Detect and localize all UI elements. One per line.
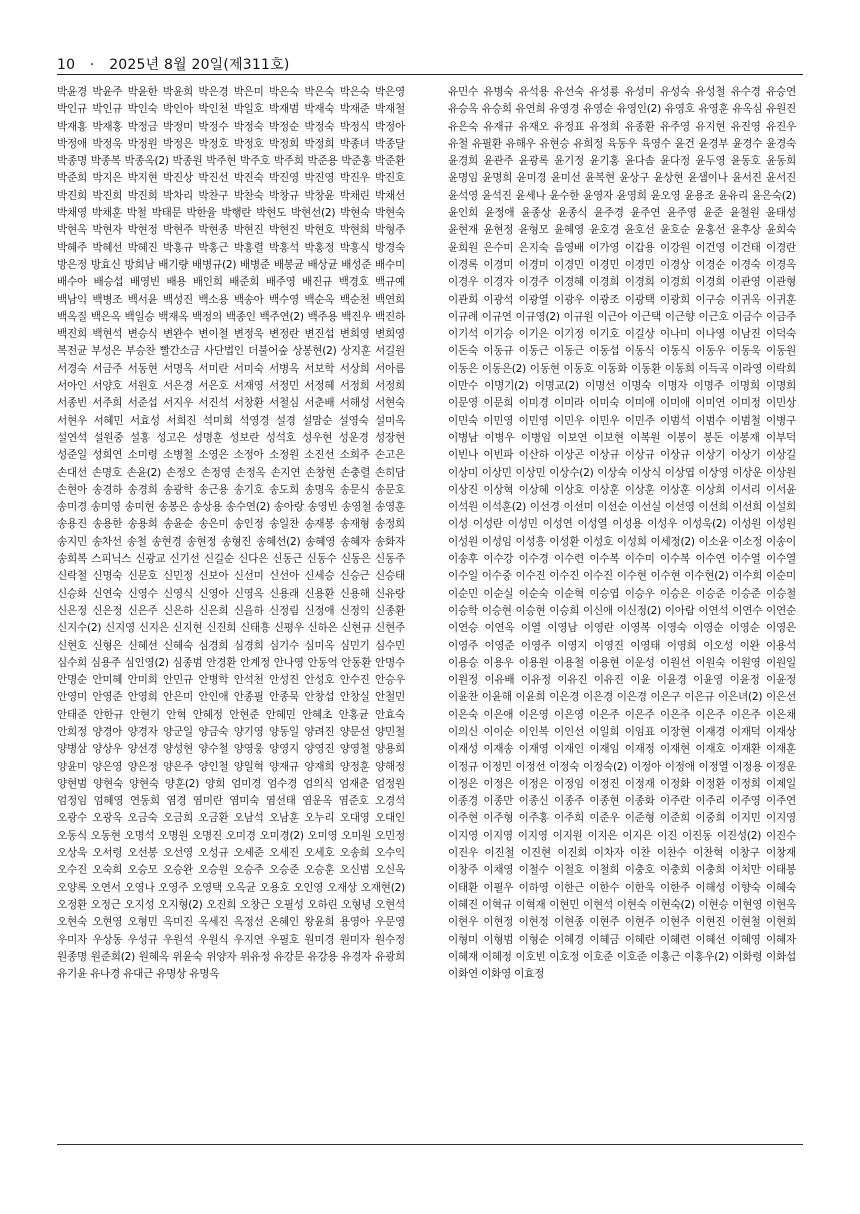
footer-rule (57, 1144, 803, 1145)
name-list-right-column: 유민수 유병숙 유석용 유선숙 유성룡 유성미 유성숙 유성철 유수경 유승연 유승옥 유승희 유연희 유영경 유영순 유영인(2) 유영호 유영훈 유옥심 유원진 유은숙 유재규 유재오 유정표 유정희 유종환 유주영 유지현 유진영 유진우 유철 유필환 유해우 유현승 유희정 육동우 육영수 윤건 윤경부 윤경수 윤경숙 윤경희 윤관주 윤광록 윤기정 윤기홍 윤다솜 윤다정 윤두영 윤동호 윤동희 윤명임 윤명희 윤미경 윤미선 윤복현 윤상구 윤상현 윤샘이나 윤서진 윤서진 윤석영 윤석진 윤세나 윤수한 윤영자 윤영희 윤오영 윤용조 윤유리 윤은숙(2) 윤인희 윤정애 윤종상 윤종식 윤주경 윤주연 윤주영 윤준 윤철원 윤태성 윤현재 윤현정 윤형모 윤혜영 윤호경 윤호선 윤호순 윤홍선 윤후상 윤희숙 윤희원 은수미 은지숙 음영배 이가영 이갑용 이강원 이건영 이건태 이경란 이경록 이경미 이경미 이경민 이경민 이경민 이경상 이경순 이경숙 이경옥 이경우 이경자 이경주 이경혜 이경희 이경희 이경희 이경희 이관영 이관형 이관희 이광석 이광열 이광우 이광조 이광택 이광희 이구승 이귀옥 이귀훈 이규례 이규연 이규영(2) 이규원 이근아 이근택 이근향 이근호 이금수 이금주 이기석 이기승 이기은 이기정 이기호 이길상 이나미 이나영 이남진 이덕숙 이돈숙 이동규 이동근 이동근 이동섭 이동식 이동식 이동우 이동욱 이동원 이동은 이동은(2) 이동현 이동호 이동화 이동환 이동희 이득곡 이라영 이락희 이만수 이명기(2) 이명교(2) 이명선 이명숙 이명자 이명주 이명희 이명희 이문영 이문희 이미경 이미라 이미숙 이미애 이미애 이미연 이미정 이민상 이민숙 이민영 이민영 이민우 이민우 이민주 이범석 이범수 이범철 이병구 이병남 이병우 이병임 이보연 이보현 이복원 이봉이 봉돈 이봉재 이부덕 이빈나 이빈파 이산하 이상곤 이상규 이상규 이상규 이상기 이상기 이상길 이상미 이상민 이상민 이상수(2) 이상숙 이상식 이상엽 이상영 이상운 이상원 이상진 이상혁 이상혜 이상호 이상훈 이상훈 이상훈 이상희 이서리 이서윤 이석원 이석훈(2) 이선경 이선미 이선순 이선실 이선영 이선희 이선희 이설희 이성 이성란 이성민 이성연 이성열 이성용 이성우 이성욱(2) 이성원 이성원 이성원 이성임 이성흥 이성환 이성호 이성희 이세정(2) 이소윤 이소정 이송이 이송후 이수강 이수경 이수련 이수복 이수미 이수복 이수연 이수열 이수열 이수일 이수중 이수진 이수진 이수진 이수현 이수현 이수현(2) 이수희 이순미 이순민 이순실 이순숙 이순혁 이승엽 이승우 이승은 이승준 이승준 이승철 이승학 이승현 이승현 이승희 이신애 이신정(2) 이아람 이연석 이연수 이연순 이연승 이연옥 이열 이영남 이영란 이영복 이영숙 이영순 이영순 이영은 이영주 이영준 이영주 이영지 이영진 이영태 이영희 이오성 이완 이용석 이용승 이용우 이용원 이용철 이용현 이운성 이원선 이원숙 이원영 이원일 이원정 이유배 이유정 이유진 이유진 이윤 이윤경 이윤영 이윤정 이윤정 이윤찬 이윤해 이윤희 이은경 이은경 이은경 이은구 이은규 이은녀(2) 이은선 이은숙 이은애 이은영 이은영 이은주 이은주 이은주 이은주 이은주 이은채 이의신 이이순 이인복 이인선 이일희 이임표 이장현 이재경 이재덕 이재상 이재성 이재송 이재영 이재인 이재임 이재정 이재현 이재호 이재환 이재훈 이정규 이정민 이정선 이정숙 이정숙(2) 이정아 이정애 이정열 이정용 이정운 이정은 이정은 이정은 이정임 이정진 이정재 이정화 이정환 이정희 이제일 이종경 이종만 이종신 이종주 이종현 이종화 이주란 이주리 이주영 이주연 이주현 이주형 이주홍 이주희 이준우 이준형 이준희 이중희 이지민 이지영 이지영 이지영 이지영 이지원 이지은 이지은 이진 이진동 이진성(2) 이진수 이진우 이진철 이진현 이진희 이차자 이찬 이찬수 이찬혁 이창구 이창재 이창주 이채영 이철수 이철호 이철희 이충호 이충희 이충희 이치만 이태봉 이태환 이필우 이하영 이한근 이한수 이한욱 이한주 이해성 이향숙 이혜숙 이혜진 이혁규 이혁재 이현민 이현석 이현숙 이현숙(2) 이현승 이현영 이현옥 이현우 이현정 이현정 이현종 이현주 이현주 이현주 이현진 이현철 이현희 이형미 이형범 이형순 이혜경 이혜금 이혜란 이혜련 이혜선 이혜영 이혜자 이혜재 이혜정 이호빈 이호정 이호준 이호준 이홍근 이홍우(2) 이화령 이화섭 이화연 이화영 이효정 (448, 86, 796, 981)
issue-date: 2025년 8월 20일(제311호) (109, 57, 290, 73)
header-separator: · (89, 57, 95, 73)
page-header (57, 56, 803, 74)
header-rule (57, 74, 803, 75)
page-number: 10 (57, 57, 76, 73)
name-list-left-column: 박윤경 박윤주 박윤한 박윤희 박은경 박은미 박은숙 박은숙 박은숙 박은영 박인규 박인규 박인숙 박인아 박인천 박일호 박재범 박재숙 박재준 박재철 박재홍 박재홍 박정금 박정미 박정수 박정숙 박정순 박정숙 박정식 박정아 박정애 박정욱 박정원 박정은 박정호 박정호 박정희 박정희 박종녀 박종달 박종명 박종복 박종옥(2) 박종원 박주현 박주호 박주희 박준용 박준홍 박준환 박준희 박지은 박지현 박진상 박진선 박진숙 박진영 박진영 박진우 박진호 박진희 박진희 박진희 박차리 박찬구 박찬숙 박창규 박창윤 박채린 박채선 박채영 박채훈 박철 박태문 박한율 박행란 박현도 박현선(2) 박현숙 박현숙 박현옥 박현자 박현정 박현주 박현종 박현진 박현진 박현호 박현희 박형주 박혜주 박혜선 박혜진 박홍규 박홍근 박홍렬 박홍석 박홍정 박홍식 방경숙 방은정 방효신 방희남 배기량 배병규(2) 배병준 배봉균 배상균 배성준 배수미 배수아 배승섭 배영빈 배용 배인희 배준희 배주영 배진규 백경호 백규예 백남익 백병조 백서윤 백성진 백소용 백송아 백수영 백순옥 백순천 백연희 백옥질 백은옥 백일승 백재옥 백정의 백종인 백주연(2) 백주용 백진우 백진하 백진희 백현석 변승식 변완수 변이철 변정욱 변정란 변진섭 변희영 변희영 복전균 부성은 부승찬 빨간소금 사단법인 더불어숲 상봉현(2) 상지훈 서길원 서경숙 서금주 서동현 서명옥 서미란 서미숙 서병옥 서보학 서상희 서아름 서아인 서양호 서원호 서은경 서은호 서재영 서정민 서정혜 서정희 서정희 서종빈 서주희 서준섭 서지우 서진석 서창환 서철심 서춘배 서해성 서현숙 서현우 서혜민 서효성 서희진 석미희 석영경 설경 설맘순 설영숙 설미옥 설연석 설원중 설홍 성고은 성명훈 성보란 성석호 성우현 성운경 성장현 성준일 성희연 소미령 소병철 소영은 소정아 소정원 소진선 소희주 손고은 손대선 손명호 손윤(2) 손정오 손정영 손정옥 손지연 손창현 손충렬 손히담 손현아 송경하 송경희 송광학 송근용 송기호 송도희 송명옥 송문식 송문호 송미경 송미영 송미현 송봉은 송상용 송수연(2) 송아랑 송영빈 송영철 송영훈 송용진 송용한 송용희 송윤순 송은미 송인정 송일찬 송재봉 송재형 송정희 송지민 송차선 송철 송현경 송현정 송형진 송혜선(2) 송혜영 송혜자 송화자 송희복 스피닉스 신광교 신기선 신길순 신다은 신동근 신동수 신동은 신동주 신락철 신명숙 신문호 신민정 신보아 신선미 신선아 신세승 신승근 신승태 신승화 신연숙 신영수 신영식 신영아 신영옥 신용래 신용환 신용해 신유랑 신은정 신은정 신은주 신은하 신은희 신을하 신정림 신정애 신정익 신종환 신지수(2) 신지영 신지은 신지현 신진희 신태흥 신평우 신하은 신현규 신현주 신현호 신형은 신혜선 신혜숙 심경희 심경희 심기수 심미옥 심민기 심수민 심수희 심용주 심인영(2) 심종범 안경환 안계정 안나영 안동억 안동환 안명수 안명순 안미혜 안미희 안민규 안병학 안석천 안성진 안성호 안수진 안승우 안영미 안영준 안영희 안은미 안인애 안종필 안종묵 안창섭 안창실 안철민 안태준 안한규 안현기 안혁 안혜정 안현준 안혜민 안혜초 안홍균 안효숙 안희정 양경아 양경자 양군일 양금숙 양기영 양동일 양려진 양문선 양민철 양병삼 양상우 양선경 양성현 양수철 양영웅 양영지 양영진 양영철 양용희 양윤미 양은영 양은정 양은주 양인철 양일혁 양재규 양재희 양정훈 양해정 양현범 양현숙 양현숙 양훈(2) 양희 엄미경 엄수경 엄의식 엄재춘 엄정원 엄정임 엄혜영 연동희 염경 염미란 염미숙 염선태 염운옥 염준호 오경석 오광수 오광옥 오금숙 오금희 오금환 오남석 오남훈 오누리 오대영 오대인 오동식 오동현 오명석 오명원 오명진 오미경 오미경(2) 오미영 오미원 오민정 오상욱 오서령 오선봉 오선영 오성규 오세준 오세진 오세호 오송희 오수익 오수진 오숙희 오승모 오승완 오승원 오승주 오승준 오승훈 오신범 오신옥 오양록 오연서 오영나 오영주 오영택 오옥균 오용호 오인영 오재상 오재현(2) 오정환 오정근 오지성 오지형(2) 오진희 오창근 오필성 오하린 오형녕 오현석 오현숙 오현영 오형민 옥미진 옥세진 옥정선 온혜인 왕윤희 용영아 우문영 우미자 우상동 우성규 우원석 우원식 우지연 우필호 원미경 원미자 원수정 원종명 원준희(2) 원혜옥 위윤숙 위양자 위유정 유강문 유강용 유경자 유광희 유기윤 유나경 유대근 유명상 유명옥 (57, 86, 405, 981)
